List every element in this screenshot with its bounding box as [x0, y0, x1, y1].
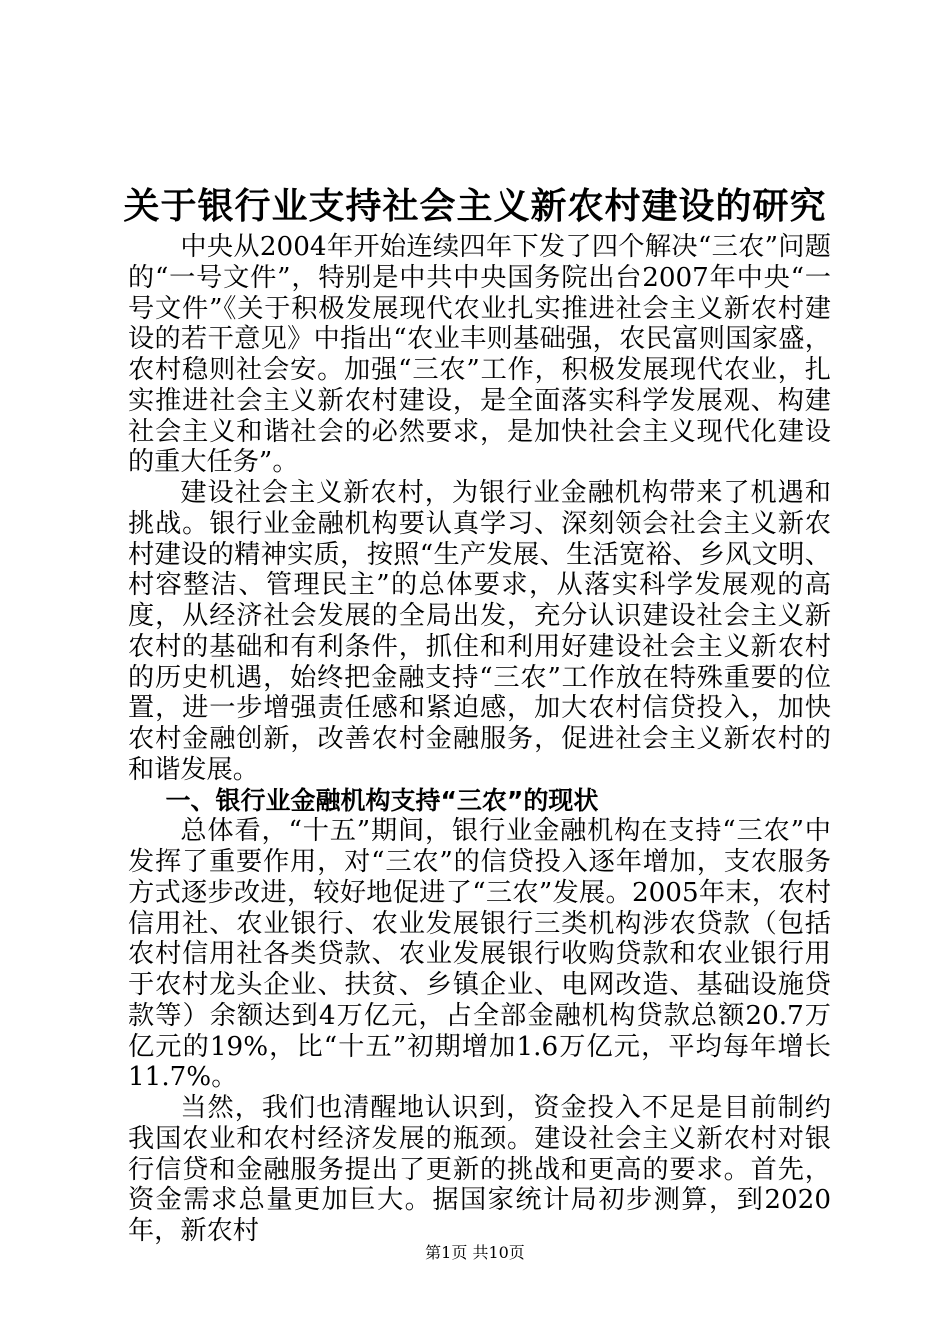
page-footer: 第1页 共10页	[425, 1243, 525, 1262]
section-heading: 一、银行业金融机构支持“三农”的现状	[165, 785, 599, 815]
document-body	[128, 232, 831, 1247]
section-paragraph-1: 总体看，“十五”期间，银行业金融机构在支持“三农”中发挥了重要作用，对“三农”的信贷投入逐年增加，支农服务方式逐步改进，较好地促进了“三农”发展。2005年末，农村信用社、农业银行、农业发展银行三类机构涉农贷款（包括农村信用社各类贷款、农业发展银行收购贷款和农业银行用于农村龙头企业、扶贫、乡镇企业、电网改造、基础设施贷款等）余额达到4万亿元，占全部金融机构贷款总额20.7万亿元的19%，比“十五”初期增加1.6万亿元，平均每年增长11.7%。	[128, 816, 831, 1093]
body-paragraph-2: 建设社会主义新农村，为银行业金融机构带来了机遇和挑战。银行业金融机构要认真学习、深刻领会社会主义新农村建设的精神实质，按照“生产发展、生活宽裕、乡风文明、村容整洁、管理民主”的总体要求，从落实科学发展观的高度，从经济社会发展的全局出发，充分认识建设社会主义新农村的基础和有利条件，抓住和利用好建设社会主义新农村的历史机遇，始终把金融支持“三农”工作放在特殊重要的位置，进一步增强责任感和紧迫感，加大农村信贷投入，加快农村金融创新，改善农村金融服务，促进社会主义新农村的和谐发展。	[128, 478, 831, 785]
body-paragraph-1: 中央从2004年开始连续四年下发了四个解决“三农”问题的“一号文件”，特别是中共中央国务院出台2007年中央“一号文件”《关于积极发展现代农业扎实推进社会主义新农村建设的若干意见》中指出“农业丰则基础强，农民富则国家盛，农村稳则社会安。加强“三农”工作，积极发展现代农业，扎实推进社会主义新农村建设，是全面落实科学发展观、构建社会主义和谐社会的必然要求，是加快社会主义现代化建设的重大任务”。	[128, 232, 831, 478]
section-paragraph-2: 当然，我们也清醒地认识到，资金投入不足是目前制约我国农业和农村经济发展的瓶颈。建设社会主义新农村对银行信贷和金融服务提出了更新的挑战和更高的要求。首先，资金需求总量更加巨大。据国家统计局初步测算，到2020年，新农村	[128, 1093, 831, 1246]
document-title: 关于银行业支持社会主义新农村建设的研究	[123, 185, 827, 227]
